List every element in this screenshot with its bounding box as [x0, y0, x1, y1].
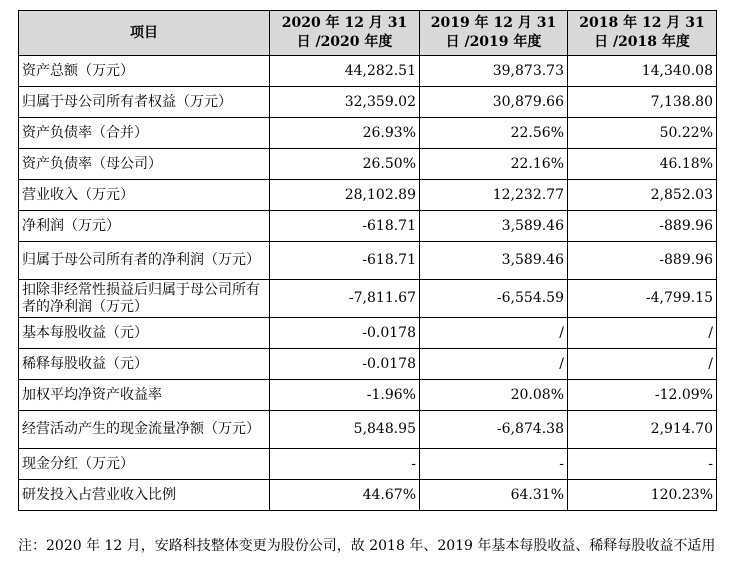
value-2020: 44,282.51 — [270, 56, 420, 87]
table-header-row — [19, 11, 717, 56]
table-row — [19, 449, 717, 480]
value-2018: 7,138.80 — [568, 87, 717, 118]
header-2020: 2020 年 12 月 31 日 /2020 年度 — [270, 11, 420, 56]
value-2019: 12,232.77 — [420, 180, 568, 211]
table-row — [19, 411, 717, 449]
value-2018: / — [568, 318, 717, 349]
row-label: 资产负债率（母公司） — [19, 149, 270, 180]
row-label: 资产总额（万元） — [19, 56, 270, 87]
value-2020: -0.0178 — [270, 318, 420, 349]
table-row — [19, 211, 717, 242]
value-2018: 46.18% — [568, 149, 717, 180]
value-2020: -618.71 — [270, 211, 420, 242]
table-row — [19, 318, 717, 349]
financial-summary-table — [18, 10, 717, 511]
row-label: 研发投入占营业收入比例 — [19, 480, 270, 511]
value-2019: 64.31% — [420, 480, 568, 511]
row-label: 现金分红（万元） — [19, 449, 270, 480]
table-row — [19, 349, 717, 380]
table-row — [19, 242, 717, 280]
value-2019: -6,874.38 — [420, 411, 568, 449]
value-2019: 30,879.66 — [420, 87, 568, 118]
row-label: 加权平均净资产收益率 — [19, 380, 270, 411]
row-label: 净利润（万元） — [19, 211, 270, 242]
table-row — [19, 118, 717, 149]
value-2018: 2,852.03 — [568, 180, 717, 211]
row-label: 基本每股收益（元） — [19, 318, 270, 349]
value-2019: 3,589.46 — [420, 242, 568, 280]
value-2018: 120.23% — [568, 480, 717, 511]
value-2019: 22.56% — [420, 118, 568, 149]
row-label: 归属于母公司所有者的净利润（万元） — [19, 242, 270, 280]
value-2018: -4,799.15 — [568, 280, 717, 318]
value-2020: 5,848.95 — [270, 411, 420, 449]
financial-table-container — [18, 10, 716, 511]
value-2018: -889.96 — [568, 242, 717, 280]
table-row — [19, 56, 717, 87]
value-2018: 50.22% — [568, 118, 717, 149]
row-label: 营业收入（万元） — [19, 180, 270, 211]
value-2020: 26.50% — [270, 149, 420, 180]
value-2020: -1.96% — [270, 380, 420, 411]
value-2020: - — [270, 449, 420, 480]
header-2018: 2018 年 12 月 31 日 /2018 年度 — [568, 11, 717, 56]
value-2019: 20.08% — [420, 380, 568, 411]
value-2019: / — [420, 318, 568, 349]
table-row — [19, 87, 717, 118]
value-2018: / — [568, 349, 717, 380]
table-row — [19, 180, 717, 211]
table-row — [19, 480, 717, 511]
value-2020: 44.67% — [270, 480, 420, 511]
table-row — [19, 280, 717, 318]
value-2020: 26.93% — [270, 118, 420, 149]
value-2019: - — [420, 449, 568, 480]
value-2018: 14,340.08 — [568, 56, 717, 87]
value-2018: - — [568, 449, 717, 480]
table-footnote: 注：2020 年 12 月，安路科技整体变更为股份公司，故 2018 年、2019 年基本每股收益、稀释每股收益不适用 — [18, 538, 716, 554]
value-2019: 22.16% — [420, 149, 568, 180]
value-2019: -6,554.59 — [420, 280, 568, 318]
row-label: 扣除非经常性损益后归属于母公司所有者的净利润（万元） — [19, 280, 270, 318]
value-2019: 3,589.46 — [420, 211, 568, 242]
value-2020: 32,359.02 — [270, 87, 420, 118]
value-2018: 2,914.70 — [568, 411, 717, 449]
value-2020: -7,811.67 — [270, 280, 420, 318]
value-2020: -618.71 — [270, 242, 420, 280]
value-2019: 39,873.73 — [420, 56, 568, 87]
row-label: 资产负债率（合并） — [19, 118, 270, 149]
table-row — [19, 149, 717, 180]
row-label: 稀释每股收益（元） — [19, 349, 270, 380]
row-label: 经营活动产生的现金流量净额（万元） — [19, 411, 270, 449]
table-row — [19, 380, 717, 411]
header-2019: 2019 年 12 月 31 日 /2019 年度 — [420, 11, 568, 56]
header-item: 项目 — [19, 11, 270, 56]
value-2019: / — [420, 349, 568, 380]
value-2020: 28,102.89 — [270, 180, 420, 211]
value-2018: -889.96 — [568, 211, 717, 242]
row-label: 归属于母公司所有者权益（万元） — [19, 87, 270, 118]
value-2018: -12.09% — [568, 380, 717, 411]
value-2020: -0.0178 — [270, 349, 420, 380]
